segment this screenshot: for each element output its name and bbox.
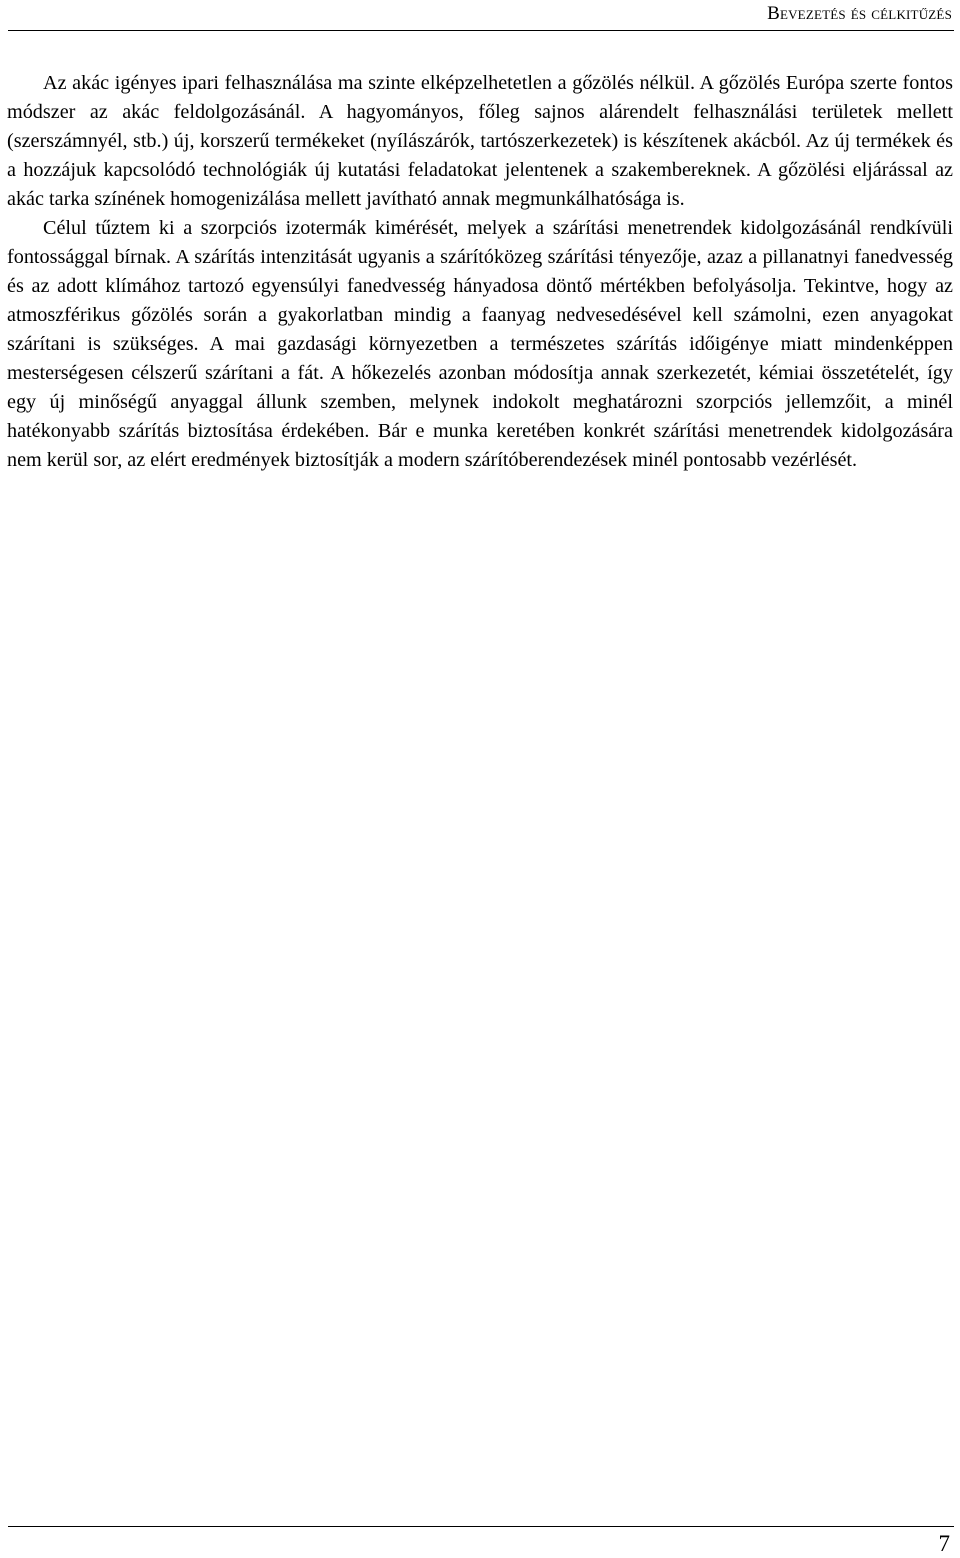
paragraph-2: Célul tűztem ki a szorpciós izotermák kimérését, melyek a szárítási menetrendek kidolgozásánál rendkívüli fontossággal bírnak. A szárítás intenzitását ugyanis a szárítóközeg szárítási tényezője, azaz a pillanatnyi fanedvesség és az adott klímához tartozó egyensúlyi fanedvesség hányadosa döntő mértékben befolyásolja. Tekintve, hogy az atmoszférikus gőzölés során a gyakorlatban mindig a faanyag nedvesedésével kell számolni, ezen anyagokat szárítani is szükséges. A mai gazdasági környezetben a természetes szárítás időigénye miatt mindenképpen mesterségesen célszerű szárítani a fát. A hőkezelés azonban módosítja annak szerkezetét, kémiai összetételét, így egy új minőségű anyaggal állunk szemben, melynek indokolt meghatározni szorpciós jellemzőit, a minél hatékonyabb szárítás biztosítása érdekében. Bár e munka keretében konkrét szárítási menetrendek kidolgozására nem kerül sor, az elért eredmények biztosítják a modern szárítóberendezések minél pontosabb vezérlését. (7, 217, 953, 471)
page-number: 7 (938, 1531, 950, 1556)
page-footer (8, 1526, 954, 1557)
body-text (7, 69, 953, 475)
page-header (8, 0, 954, 31)
running-header-title: Bevezetés és célkitűzés (767, 3, 952, 24)
paragraph-1: Az akác igényes ipari felhasználása ma szinte elképzelhetetlen a gőzölés nélkül. A gőzölés Európa szerte fontos módszer az akác feldolgozásánál. A hagyományos, főleg sajnos alárendelt felhasználási területek mellett (szerszámnyél, stb.) új, korszerű termékeket (nyílászárók, tartószerkezetek) is készítenek akácból. Az új termékek és a hozzájuk kapcsolódó technológiák új kutatási feladatokat jelentenek a szakembereknek. A gőzölési eljárással az akác tarka színének homogenizálása mellett javítható annak megmunkálhatósága is. (7, 72, 953, 210)
